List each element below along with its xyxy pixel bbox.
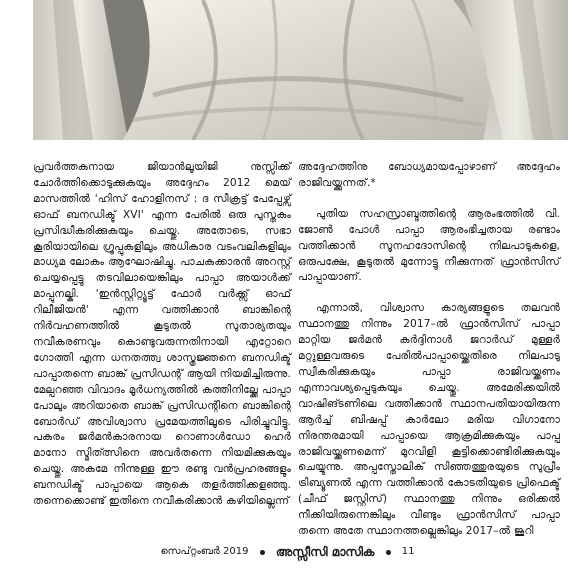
page-footer: [0, 545, 575, 560]
footer-page-number: 11: [401, 546, 415, 557]
photo-image: [33, 0, 568, 140]
footer-month-year: സെപ്റ്റംബർ 2019: [160, 546, 249, 557]
right-paragraph-3: എന്നാൽ, വിശ്വാസ കാര്യങ്ങളുടെ തലവൻ സ്ഥാനത്തു നിന്നും 2017–ൽ ഫ്രാൻസിസ് പാപ്പാ മാറ്റിയ ജർമൻ കർദ്ദിനാൾ ജറാർഡ് മുള്ളർ മറ്റുള്ളവരുടെ പേരിൽപാപ്പായ്ക്കെതിരെ നിലപാടു സ്വീകരിക്കുകയും പാപ്പാ രാജിവയ്ക്കണം എന്നാവശ്യപ്പെടുകയും ചെയ്തു. അമേരിക്കയിൽ വാഷിങ്ടണിലെ വത്തിക്കാൻ സ്ഥാനപതിയായിരുന്ന ആർച്ച് ബിഷപ്പ് കാർലോ മരിയ വിഗാനോ നിരന്തരമായി പാപ്പായെ ആക്രമിക്കുകയും പാപ്പ രാജിവയ്ക്കണമെന്ന് മുറവിളി കൂട്ടിക്കൊണ്ടിരിക്കുകയും ചെയ്യുന്നു. അപ്പസ്തോലിക് സിഞ്ഞത്തുരയുടെ സുപ്രീം ട്രിബ്യൂണൽ എന്ന വത്തിക്കാൻ കോടതിയുടെ പ്രിഫെക്ട് (ചീഫ് ജസ്റ്റിസ്) സ്ഥാനത്തു നിന്നും ഒരിക്കൽ നീക്കിയിരുന്നെങ്കിലും വീണ്ടും ഫ്രാൻസിസ് പാപ്പാ തന്നെ അതേ സ്ഥാനത്തല്ലെങ്കിലും 2017–ൽ ജൂറി: [298, 302, 560, 538]
photo-wedding-gowns: [33, 0, 568, 140]
right-column: [298, 160, 560, 540]
footer-magazine-name: അസ്സീസി മാസിക: [275, 545, 375, 559]
footer-bullet-icon: [260, 550, 265, 555]
right-paragraph-2: പുതിയ സഹസ്രാബ്ദത്തിന്റെ ആരംഭത്തിൽ വി. ജോൺ പോൾ പാപ്പാ ആരംഭിച്ചതായ രണ്ടാം വത്തിക്കാൻ സൂനഹദോസിന്റെ നിലപാടുകളെ, ഒരുപക്ഷേ, കൂടുതൽ മുന്നോട്ടു നീക്കുന്നത് ഫ്രാൻസിസ് പാപ്പായാണ്.: [298, 207, 560, 284]
left-paragraph-1: പ്രവർത്തകനായ ജിയാൻലൂയിജി നുസ്സിക്ക് ചോർത്തിക്കൊടുക്കുകയും അദ്ദേഹം 2012 മെയ് മാസത്തിൽ 'ഹിസ് ഹോളിനസ് : ദ സീക്രട്ട് പേപ്പേഴ്സ് ഓഫ് ബനഡിക്ട് XVI' എന്ന പേരിൽ ഒരു പുസ്തകം പ്രസിദ്ധീകരിക്കുകയും ചെയ്തു. അതോടെ, സഭാ കൂരിയായിലെ ഗ്രൂപ്പുകളിലും അധികാര വടംവലികളിലും മാധ്യമ ലോകം ആഘോഷിച്ചു. പാചകക്കാരൻ അറസ്റ്റ് ചെയ്യപ്പെട്ടു തടവിലായെങ്കിലും പാപ്പാ അയാൾക്ക് മാപ്പുനല്കി. 'ഇൻസ്റ്റിറ്റ്യൂട്ട് ഫോർ വർക്ക്സ് ഓഫ് റിലീജിയൻ' എന്ന വത്തിക്കാൻ ബാങ്കിന്റെ നിർവഹണത്തിൽ കൂടുതൽ സുതാര്യതയും നവീകരണവും കൊണ്ടുവരുന്നതിനായി എറ്റോറെ ഗോത്തി എന്ന ധനതത്ത്വ ശാസ്ത്രജ്ഞനെ ബനഡിക്ട് പാപ്പാതന്നെ ബാങ്ക് പ്രസിഡന്റ് ആയി നിയമിച്ചിരുന്നു. മേല്പറഞ്ഞ വിവാദം മൂർധന്യത്തിൽ കത്തിനില്ക്കേ പാപ്പാ പോലും അറിയാതെ ബാങ്ക് പ്രസിഡന്റിനെ ബാങ്കിന്റെ ബോർഡ് അവിശ്വാസ പ്രമേയത്തിലൂടെ പിരിച്ചുവിട്ടു. പകരം ജർമൻകാരനായ റൊണാൾഡോ ഹെർ മാനോ സ്മിത്ത്സിനെ അവർതന്നെ നിയമിക്കുകയും ചെയ്തു. അകമേ നിന്നുള്ള ഈ രണ്ടു വൻപ്രഹരങ്ങളും ബനഡിക്ട് പാപ്പായെ ആകെ തളർത്തിക്കളഞ്ഞു. തന്നെക്കൊണ്ട് ഇതിനെ നവീകരിക്കാൻ കഴിയില്ലെന്ന്: [33, 161, 291, 508]
footer-bullet-icon: [386, 550, 391, 555]
right-paragraph-1: അദ്ദേഹത്തിനു ബോധ്യമായപ്പോഴാണ് അദ്ദേഹം രാജിവയ്ക്കുന്നത്.*: [298, 161, 560, 189]
left-column: [33, 160, 291, 510]
